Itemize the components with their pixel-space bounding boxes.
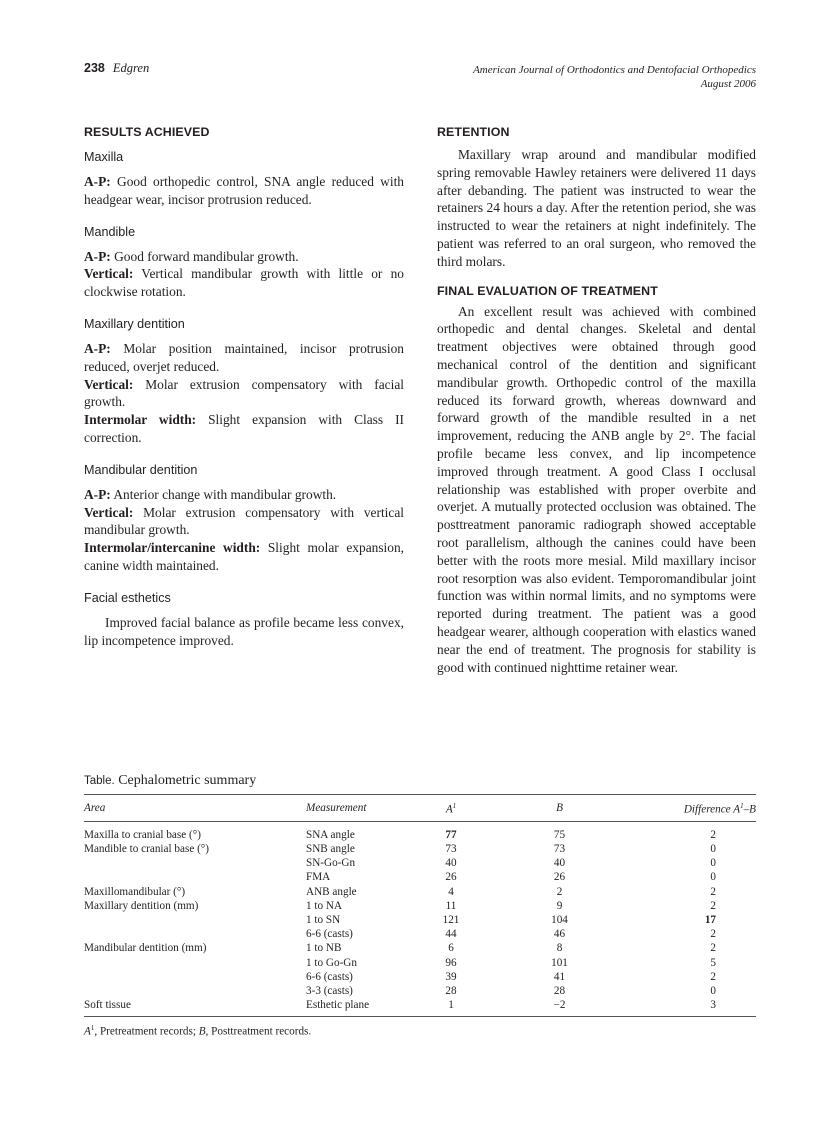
cell-a: 11 bbox=[445, 899, 457, 912]
cell-difference: 17 bbox=[704, 913, 716, 926]
cell-measurement: SNB angle bbox=[306, 842, 355, 855]
item-text: Slight expansion with Class II correction. bbox=[84, 412, 404, 445]
cell-b: 26 bbox=[553, 871, 566, 884]
header-area: Area bbox=[84, 801, 106, 814]
cell-difference: 5 bbox=[710, 956, 716, 969]
cell-measurement: 6-6 (casts) bbox=[306, 928, 353, 941]
subsection-title: Mandible bbox=[84, 224, 136, 239]
cell-area: Mandibular dentition (mm) bbox=[84, 942, 207, 955]
cell-b: −2 bbox=[553, 999, 566, 1012]
table-row bbox=[84, 821, 756, 842]
subsection-maxillary-dentition bbox=[84, 316, 404, 447]
table-title: Cephalometric summary bbox=[118, 773, 257, 788]
cell-a: 28 bbox=[445, 984, 457, 997]
item-label: Intermolar width: bbox=[84, 412, 197, 428]
cell-measurement: FMA bbox=[306, 871, 331, 884]
item-text: Molar extrusion compensatory with facial growth. bbox=[84, 376, 404, 410]
cell-a: 26 bbox=[445, 871, 457, 884]
item-text: Good forward mandibular growth. bbox=[110, 248, 299, 264]
item-label: A-P: bbox=[84, 486, 111, 502]
subsection-maxilla bbox=[84, 149, 404, 209]
cell-measurement: 1 to SN bbox=[306, 913, 341, 926]
cell-area bbox=[84, 856, 306, 870]
table-header-row bbox=[84, 795, 756, 822]
cell-b: 75 bbox=[553, 828, 566, 841]
data-table bbox=[84, 794, 756, 1017]
facial-esthetics-paragraph: Improved facial balance as profile became less convex, lip incompetence improved. bbox=[84, 614, 404, 648]
subsection-mandible bbox=[84, 224, 404, 301]
item-text: Molar position maintained, incisor protrusion reduced, overjet reduced. bbox=[84, 340, 404, 374]
result-item bbox=[84, 504, 404, 540]
cell-area: Maxilla to cranial base (°) bbox=[84, 828, 201, 841]
table-row bbox=[84, 984, 756, 998]
cell-measurement: Esthetic plane bbox=[306, 999, 370, 1012]
header-a: $A^1$ bbox=[445, 802, 457, 816]
table-row bbox=[84, 956, 756, 970]
cell-b: 28 bbox=[553, 984, 566, 997]
cell-area bbox=[84, 984, 306, 998]
cell-difference: 2 bbox=[710, 942, 716, 955]
cell-area bbox=[84, 956, 306, 970]
final-evaluation-paragraph: An excellent result was achieved with combined orthopedic and dental changes. Skeletal and dental treatment objectives were obtained through good mechanical control of the dentition and significant mandibular growth. Orthopedic control of the maxilla reduced its forward growth, whereas downward and forward growth of the mandible resulted in a net improvement, reducing the ANB angle by 2°. The facial profile became less convex, and lip incompetence improved through treatment. A good Class I occlusal relationship was established with proper overbite and overjet. A mutually protected occlusion was obtained. The posttreatment panoramic radiograph showed acceptable root parallelism, although the canines could have been better with the roots more mesial. Mild maxillary incisor root resorption was also evident. Temporomandibular joint function was within normal limits, and no symptoms were reported during treatment. The patient was a good headgear wearer, although cooperation with elastics waned near the end of treatment. The prognosis for stability is good with continued nighttime retainer wear. bbox=[437, 303, 756, 675]
item-label: A-P: bbox=[84, 174, 111, 189]
cell-b: 46 bbox=[553, 928, 566, 941]
cell-b: 73 bbox=[553, 842, 566, 855]
table-body bbox=[84, 821, 756, 1017]
table-caption bbox=[84, 773, 756, 789]
cell-a: 39 bbox=[445, 970, 457, 983]
journal-name: American Journal of Orthodontics and Dentofacial Orthopedics bbox=[473, 64, 756, 76]
result-item bbox=[84, 539, 404, 575]
header-b: B bbox=[556, 801, 563, 814]
cell-difference: 0 bbox=[710, 842, 716, 855]
section-retention bbox=[437, 124, 756, 271]
item-label: Intermolar/intercanine width: bbox=[84, 540, 261, 556]
cell-area: Mandible to cranial base (°) bbox=[84, 842, 210, 855]
cell-area: Maxillomandibular (°) bbox=[84, 885, 186, 898]
cell-difference: 0 bbox=[710, 984, 716, 997]
table-row bbox=[84, 885, 756, 899]
section-title-results: RESULTS ACHIEVED bbox=[84, 125, 210, 139]
cell-area bbox=[84, 927, 306, 941]
cell-b: 2 bbox=[556, 885, 563, 898]
subsection-title: Facial esthetics bbox=[84, 590, 171, 605]
cell-a: 96 bbox=[445, 956, 457, 969]
cell-a: 73 bbox=[445, 842, 457, 855]
cell-difference: 2 bbox=[710, 885, 716, 898]
cell-area bbox=[84, 870, 306, 884]
section-title-retention: RETENTION bbox=[437, 125, 510, 139]
subsection-title: Maxilla bbox=[84, 150, 124, 164]
header-difference: Difference $A^1-B$ bbox=[683, 802, 756, 816]
table-row bbox=[84, 856, 756, 870]
result-item bbox=[84, 376, 404, 412]
author-name: Edgren bbox=[112, 61, 150, 75]
cell-area: Maxillary dentition (mm) bbox=[84, 899, 199, 912]
cell-b: 8 bbox=[556, 942, 563, 955]
cell-measurement: 1 to Go-Gn bbox=[306, 956, 357, 969]
result-item bbox=[84, 265, 404, 301]
result-item bbox=[84, 486, 404, 504]
item-text: Good orthopedic control, SNA angle reduced with headgear wear, incisor protrusion reduced. bbox=[84, 174, 404, 207]
cell-a: 1 bbox=[448, 999, 454, 1012]
item-label: Vertical: bbox=[84, 266, 134, 282]
cell-measurement: 1 to NB bbox=[306, 942, 342, 955]
cell-difference: 2 bbox=[710, 828, 716, 841]
item-label: A-P: bbox=[84, 340, 111, 356]
item-text: Slight molar expansion, canine width maintained. bbox=[84, 540, 404, 573]
cell-b: 41 bbox=[553, 970, 566, 983]
cell-measurement: SN-Go-Gn bbox=[306, 857, 356, 870]
table-row bbox=[84, 899, 756, 913]
table-row bbox=[84, 913, 756, 927]
table-row bbox=[84, 970, 756, 984]
cell-difference: 0 bbox=[710, 857, 716, 870]
retention-paragraph: Maxillary wrap around and mandibular modified spring removable Hawley retainers were delivered 11 days after debanding. The patient was instructed to wear the retainers 24 hours a day. After the retention period, she was instructed to wear the retainers at night indefinitely. The patient was referred to an oral surgeon, who removed the third molars. bbox=[437, 147, 756, 269]
cell-measurement: ANB angle bbox=[306, 885, 357, 898]
result-item bbox=[84, 411, 404, 447]
table-row bbox=[84, 842, 756, 856]
running-head-right bbox=[473, 63, 756, 91]
cell-difference: 2 bbox=[710, 899, 716, 912]
cell-a: 40 bbox=[445, 857, 457, 870]
cephalometric-table bbox=[84, 773, 756, 1038]
running-head-left bbox=[84, 61, 149, 76]
subsection-facial-esthetics bbox=[84, 590, 404, 650]
left-column bbox=[84, 124, 404, 664]
table-row bbox=[84, 927, 756, 941]
cell-a: 6 bbox=[448, 942, 454, 955]
item-label: A-P: bbox=[84, 248, 111, 264]
cell-difference: 2 bbox=[710, 928, 716, 941]
item-label: Vertical: bbox=[84, 504, 134, 520]
result-item bbox=[84, 248, 404, 266]
cell-b: 9 bbox=[556, 899, 563, 912]
cell-area bbox=[84, 970, 306, 984]
result-item bbox=[84, 173, 404, 209]
header-measurement: Measurement bbox=[306, 801, 367, 814]
cell-measurement: 6-6 (casts) bbox=[306, 970, 353, 983]
cell-a: 121 bbox=[442, 913, 460, 926]
cell-a: 4 bbox=[448, 885, 454, 898]
item-text: Anterior change with mandibular growth. bbox=[110, 486, 337, 502]
table-row bbox=[84, 941, 756, 955]
cell-area: Soft tissue bbox=[84, 999, 131, 1012]
cell-b: 101 bbox=[551, 956, 568, 969]
subsection-title: Maxillary dentition bbox=[84, 316, 185, 331]
page-number: 238 bbox=[84, 61, 105, 75]
cell-difference: 2 bbox=[710, 970, 716, 983]
issue-date: August 2006 bbox=[700, 78, 756, 90]
table-footnote: $A^1$, Pretreatment records; B, Posttreatment records. bbox=[84, 1024, 312, 1039]
cell-a: 77 bbox=[445, 828, 457, 841]
item-text: Vertical mandibular growth with little or no clockwise rotation. bbox=[84, 266, 404, 300]
subsection-title: Mandibular dentition bbox=[84, 462, 198, 477]
section-title-final-evaluation: FINAL EVALUATION OF TREATMENT bbox=[437, 283, 658, 298]
cell-difference: 0 bbox=[710, 871, 716, 884]
cell-area bbox=[84, 913, 306, 927]
cell-a: 44 bbox=[445, 928, 457, 941]
table-label: Table. bbox=[84, 775, 115, 787]
cell-b: 40 bbox=[553, 857, 566, 870]
cell-measurement: SNA angle bbox=[306, 828, 355, 841]
cell-measurement: 3-3 (casts) bbox=[306, 984, 353, 997]
table-row bbox=[84, 870, 756, 884]
subsection-mandibular-dentition bbox=[84, 462, 404, 575]
section-final-evaluation bbox=[437, 283, 756, 677]
cell-b: 104 bbox=[551, 913, 568, 926]
result-item bbox=[84, 340, 404, 376]
cell-difference: 3 bbox=[710, 999, 716, 1012]
item-label: Vertical: bbox=[84, 376, 134, 392]
right-column bbox=[437, 124, 756, 691]
cell-measurement: 1 to NA bbox=[306, 899, 343, 912]
table-row bbox=[84, 998, 756, 1017]
item-text: Molar extrusion compensatory with vertical mandibular growth. bbox=[84, 504, 404, 538]
